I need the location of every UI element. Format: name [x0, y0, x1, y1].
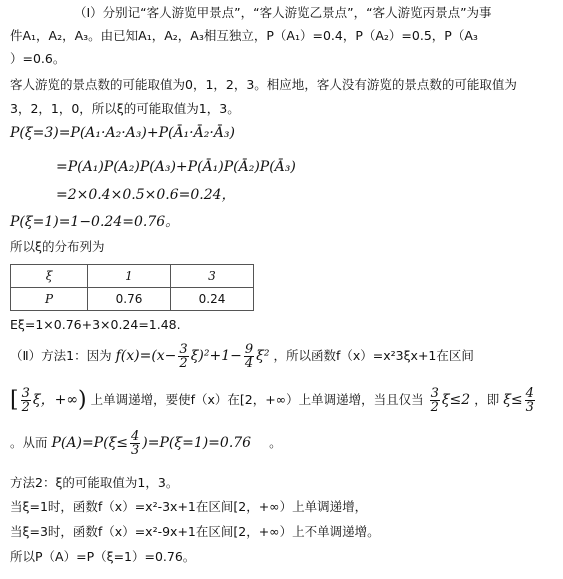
- distribution-intro: 所以ξ的分布列为: [10, 239, 105, 254]
- part2-line2: [10, 385, 537, 416]
- part2-lead: （Ⅱ）方法1：因为: [10, 348, 112, 363]
- fraction-numerator: 3: [21, 386, 30, 401]
- pa-right: )=P(ξ=1)=0.76: [142, 435, 252, 451]
- part1-line1: （Ⅰ）分别记“客人游览甲景点”，“客人游览乙景点”，“客人游览丙景点”为事: [74, 5, 492, 20]
- fraction-denominator: 2: [21, 400, 30, 415]
- table-row: [11, 265, 254, 288]
- fraction-denominator: 2: [179, 356, 188, 371]
- cond-tail: ξ≤2: [441, 392, 471, 408]
- xi-le: ξ≤: [503, 392, 523, 408]
- fx-right: ξ²: [256, 348, 270, 364]
- mono-text: 上单调递增，要使f（x）在[2，+∞）上单调递增，当且仅当: [90, 392, 424, 407]
- ji-text: ，即: [474, 392, 500, 407]
- table-cell: 1: [88, 265, 171, 288]
- fraction-9-4: [244, 343, 254, 370]
- part1-line3: ）=0.6。: [10, 51, 66, 66]
- distribution-table: [10, 264, 254, 311]
- fraction-4-3: [525, 387, 535, 414]
- part1-line5: 3，2，1，0，所以ξ的可能取值为1，3。: [10, 101, 240, 116]
- method2-line2: 当ξ=1时，函数f（x）=x²-3x+1在区间[2，+∞）上单调递增，: [10, 499, 368, 514]
- table-cell: 3: [171, 265, 254, 288]
- table-row: [11, 288, 254, 311]
- table-cell: ξ: [11, 265, 88, 288]
- fx-mid: ξ)²+1−: [190, 348, 242, 364]
- part1-line4: 客人游览的景点数的可能取值为0，1，2，3。相应地，客人没有游览的景点数的可能取值为: [10, 77, 517, 92]
- interval-tail: ξ，+∞: [32, 392, 78, 408]
- fraction-numerator: 3: [179, 342, 188, 357]
- method2-line3: 当ξ=3时，函数f（x）=x²-9x+1在区间[2，+∞）上不单调递增。: [10, 524, 380, 539]
- pa-left: P(A)=P(ξ≤: [51, 435, 129, 451]
- expectation: Eξ=1×0.76+3×0.24=1.48.: [10, 317, 181, 332]
- part2-line3: [10, 428, 282, 458]
- fraction-denominator: 3: [131, 443, 140, 458]
- part2-line1: [10, 341, 474, 371]
- method2-line1: 方法2：ξ的可能取值为1，3。: [10, 475, 179, 490]
- table-cell: P: [11, 288, 88, 311]
- fraction-3-2: [178, 343, 188, 370]
- fraction-numerator: 3: [430, 386, 439, 401]
- open-bracket-icon: [: [10, 387, 19, 413]
- math-eq3: =2×0.4×0.5×0.6=0.24，: [56, 187, 236, 203]
- fx-left: f(x)=(x−: [115, 348, 177, 364]
- fraction-numerator: 4: [525, 386, 534, 401]
- fraction-numerator: 9: [244, 342, 254, 357]
- math-eq4: P(ξ=1)=1−0.24=0.76。: [10, 214, 180, 230]
- congerr-text: 。从而: [10, 435, 48, 450]
- fraction-denominator: 2: [430, 400, 439, 415]
- fraction-denominator: 4: [244, 356, 254, 371]
- part1-line2: 件A₁，A₂，A₃。由已知A₁，A₂，A₃相互独立，P（A₁）=0.4，P（A₂）=0.5，P（A₃: [10, 28, 478, 43]
- fraction-4-3: [130, 430, 140, 457]
- table-cell: 0.76: [88, 288, 171, 311]
- end-dot: 。: [269, 435, 282, 450]
- math-eq1: P(ξ=3)=P(A₁·A₂·A₃)+P(Ā₁·Ā₂·Ā₃): [10, 125, 235, 141]
- fraction-denominator: 3: [525, 400, 534, 415]
- fraction-numerator: 4: [131, 429, 140, 444]
- after-fx: ，所以函数f（x）=x²3ξx+1在区间: [273, 348, 474, 363]
- math-eq2: =P(A₁)P(A₂)P(A₃)+P(Ā₁)P(Ā₂)P(Ā₃): [56, 159, 296, 175]
- fraction-3-2: [430, 387, 440, 414]
- close-paren-icon: ): [77, 387, 87, 413]
- table-cell: 0.24: [171, 288, 254, 311]
- method2-line4: 所以P（A）=P（ξ=1）=0.76。: [10, 549, 196, 564]
- fraction-3-2: [21, 387, 31, 414]
